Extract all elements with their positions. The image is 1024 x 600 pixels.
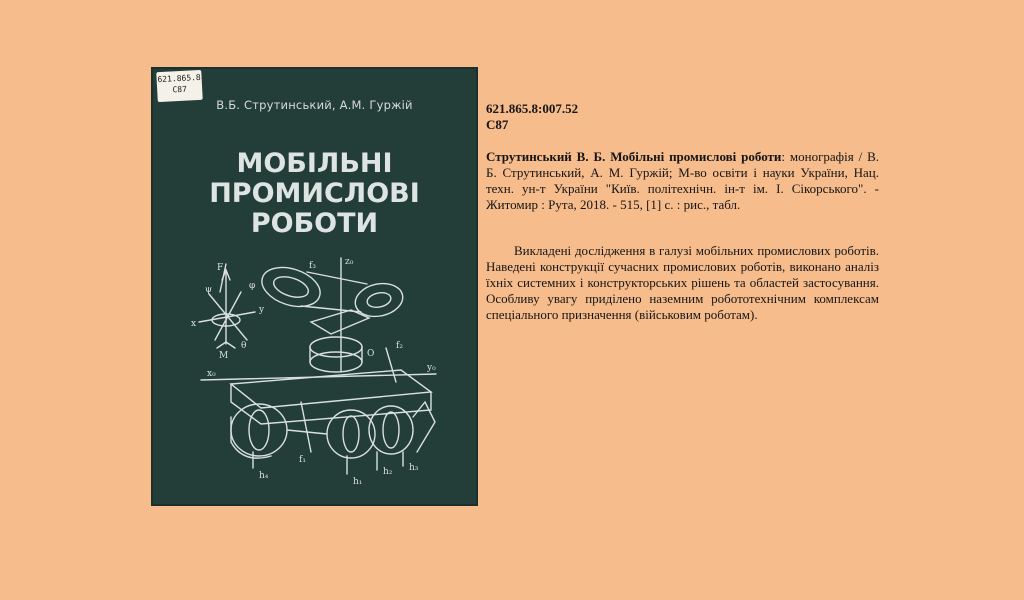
label-y0: y₀ [427, 363, 436, 373]
cover-title [151, 149, 478, 239]
label-h2: h₂ [383, 467, 393, 477]
entry-details: : монографія / В. Б. Струтинський, А. М. Гуржій; М-во освіти і науки України, Нац. техн. ун-т України "Київ. політехнічн. ін-т ім. І. Сікорського". - Житомир : Рута, 2018. - 515, [1] с. : рис., табл. [486, 149, 879, 212]
label-x0: x₀ [207, 369, 216, 379]
cover-title-line-1: МОБІЛЬНІ [236, 148, 393, 179]
sticker-line-2: С87 [172, 84, 188, 95]
cover-title-line-2: ПРОМИСЛОВІ [209, 178, 420, 209]
abstract-paragraph: Викладені дослідження в галузі мобільних промислових роботів. Наведені конструкції сучасних промислових роботів, виконано аналіз їхніх системних і конструкторських рішень та областей застосування. Особливу увагу приділено наземним робототехнічним комплексам спеціального призначення (військовим роботам). [486, 243, 879, 322]
label-h3: h₃ [409, 463, 419, 473]
bibliographic-entry [486, 149, 879, 213]
label-force: F [217, 263, 224, 273]
cover-title-line-3: РОБОТИ [250, 208, 379, 239]
catalog-record [486, 101, 879, 323]
label-x: x [191, 319, 197, 329]
tracked-vehicle-sketch [201, 348, 436, 474]
sticker-line-1: 621.865.8 [157, 72, 201, 85]
label-phi: φ [249, 281, 256, 291]
label-f3: f₃ [309, 261, 316, 271]
label-moment: M [219, 351, 229, 361]
label-theta: θ [241, 341, 247, 351]
label-h1: h₁ [353, 477, 363, 487]
udc-code: 621.865.8:007.52 [486, 101, 579, 116]
entry-heading: Струтинський В. Б. Мобільні промислові роботи [486, 149, 782, 164]
book-cover-image [151, 67, 478, 506]
cutter-code: С87 [486, 117, 509, 132]
label-h4: h₄ [259, 471, 269, 481]
label-y: y [259, 305, 265, 315]
cover-authors: В.Б. Струтинський, А.М. Гуржій [216, 98, 413, 112]
manipulator-arm-sketch [257, 258, 406, 372]
label-f1: f₁ [299, 455, 306, 465]
coordinate-axes-sketch [199, 264, 255, 348]
label-f2: f₂ [396, 341, 403, 351]
label-origin: O [367, 349, 375, 359]
robot-kinematic-diagram [191, 252, 441, 492]
label-z0: z₀ [345, 257, 354, 267]
label-psi: ψ [205, 285, 213, 295]
